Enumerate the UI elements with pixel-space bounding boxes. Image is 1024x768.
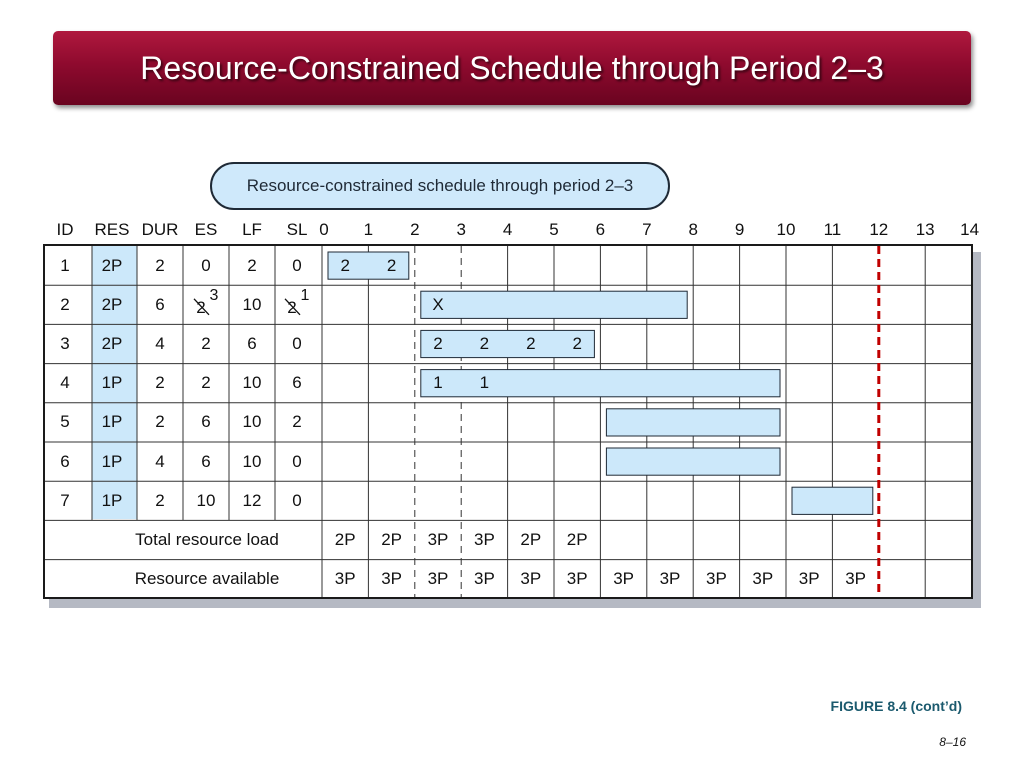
period-label: 9 xyxy=(734,220,745,239)
cell-sl: 2 xyxy=(292,412,302,432)
cell-dur: 4 xyxy=(155,334,165,353)
total-load-value: 2P xyxy=(566,530,588,549)
cell-lf: 10 xyxy=(242,412,262,432)
cell-dur: 2 xyxy=(155,490,165,510)
cell-lf: 10 xyxy=(242,294,262,314)
cell-sl: 0 xyxy=(292,451,302,471)
period-label: 11 xyxy=(823,220,842,239)
column-header-es: ES xyxy=(194,220,218,239)
resource-available-value: 3P xyxy=(334,569,356,589)
activity-bar-6 xyxy=(606,448,780,475)
resource-available-value: 3P xyxy=(752,569,774,589)
period-label: 2 xyxy=(410,220,420,239)
period-label: 5 xyxy=(549,220,559,239)
cell-dur: 2 xyxy=(155,255,165,275)
page-number: 8–16 xyxy=(939,735,966,749)
resource-available-value: 3P xyxy=(381,569,402,589)
bar-label: 2 xyxy=(526,334,536,353)
bar-label: 1 xyxy=(433,373,443,393)
column-header-dur: DUR xyxy=(141,220,179,239)
cell-id: 4 xyxy=(60,373,70,393)
bar-label: 2 xyxy=(479,334,490,353)
cell-id: 3 xyxy=(60,334,70,353)
cell-res: 2P xyxy=(101,334,123,353)
bar-label: 2 xyxy=(433,334,443,353)
activity-bar-3 xyxy=(421,330,595,357)
cell-sl: 6 xyxy=(292,373,302,393)
cell-lf: 10 xyxy=(242,373,262,393)
period-label: 10 xyxy=(776,220,796,239)
column-header-res: RES xyxy=(94,220,130,239)
cell-id: 6 xyxy=(60,451,70,471)
activity-bar-4 xyxy=(421,370,780,397)
cell-sl-revised: 1 xyxy=(300,286,310,304)
total-load-value: 2P xyxy=(381,530,402,549)
period-label: 7 xyxy=(642,220,652,239)
total-load-value: 2P xyxy=(520,530,542,549)
cell-lf: 6 xyxy=(247,334,257,353)
resource-available-value: 3P xyxy=(473,569,495,589)
column-header-lf: LF xyxy=(242,220,262,239)
resource-available-value: 3P xyxy=(659,569,681,589)
resource-available-value: 3P xyxy=(613,569,634,589)
cell-dur: 2 xyxy=(155,412,165,432)
resource-available-value: 3P xyxy=(845,569,866,589)
period-label: 13 xyxy=(915,220,935,239)
period-label: 6 xyxy=(595,220,606,239)
resource-available-value: 3P xyxy=(566,569,588,589)
cell-sl: 0 xyxy=(292,255,302,275)
cell-res: 2P xyxy=(101,255,123,275)
cell-sl: 0 xyxy=(292,334,302,353)
activity-bar-5 xyxy=(606,409,780,436)
cell-es: 2 xyxy=(201,373,211,393)
cell-dur: 4 xyxy=(155,451,165,471)
cell-es: 0 xyxy=(201,255,211,275)
cell-es: 2 xyxy=(196,297,206,317)
cell-id: 7 xyxy=(60,490,70,510)
total-resource-load-label: Total resource load xyxy=(135,530,279,549)
activity-bar-7 xyxy=(792,487,873,514)
period-label: 4 xyxy=(502,220,513,239)
cell-res: 1P xyxy=(101,412,123,432)
cell-sl: 2 xyxy=(287,297,297,317)
slide-title: Resource-Constrained Schedule through Period 2–3 xyxy=(140,49,884,86)
bar-label: 2 xyxy=(386,255,397,275)
total-load-value: 3P xyxy=(473,530,495,549)
period-label: 3 xyxy=(456,220,466,239)
cell-lf: 12 xyxy=(242,490,262,510)
column-header-sl: SL xyxy=(286,220,308,239)
cell-res: 1P xyxy=(101,451,123,471)
resource-available-value: 3P xyxy=(427,569,449,589)
schedule-caption: Resource-constrained schedule through period 2–3 xyxy=(210,162,670,210)
cell-res: 1P xyxy=(101,490,123,510)
cell-id: 1 xyxy=(60,255,70,275)
bar-label: 2 xyxy=(340,255,350,275)
resource-available-value: 3P xyxy=(705,569,727,589)
bar-label: 1 xyxy=(479,373,490,393)
period-label: 1 xyxy=(363,220,374,239)
bar-label: X xyxy=(432,294,444,314)
cell-es: 10 xyxy=(196,490,216,510)
cell-lf: 2 xyxy=(247,255,257,275)
cell-lf: 10 xyxy=(242,451,262,471)
cell-dur: 6 xyxy=(155,294,165,314)
cell-dur: 2 xyxy=(155,373,165,393)
period-label: 0 xyxy=(319,220,329,239)
resource-available-value: 3P xyxy=(520,569,542,589)
resource-available-value: 3P xyxy=(798,569,820,589)
cell-es: 6 xyxy=(201,412,211,432)
cell-id: 2 xyxy=(60,294,70,314)
cell-es: 2 xyxy=(201,334,211,353)
total-load-value: 3P xyxy=(427,530,449,549)
cell-id: 5 xyxy=(60,412,70,432)
cell-es-revised: 3 xyxy=(209,286,219,304)
total-load-value: 2P xyxy=(334,530,356,549)
period-label: 12 xyxy=(869,220,889,239)
figure-label: FIGURE 8.4 (cont’d) xyxy=(830,698,962,714)
period-label: 8 xyxy=(688,220,698,239)
column-header-id: ID xyxy=(56,220,74,239)
cell-res: 2P xyxy=(101,294,123,314)
activity-bar-2 xyxy=(421,291,687,318)
resource-available-label: Resource available xyxy=(134,569,280,589)
cell-sl: 0 xyxy=(292,490,302,510)
bar-label: 2 xyxy=(572,334,582,353)
cell-es: 6 xyxy=(201,451,211,471)
cell-res: 1P xyxy=(101,373,123,393)
period-label: 14 xyxy=(960,220,980,239)
